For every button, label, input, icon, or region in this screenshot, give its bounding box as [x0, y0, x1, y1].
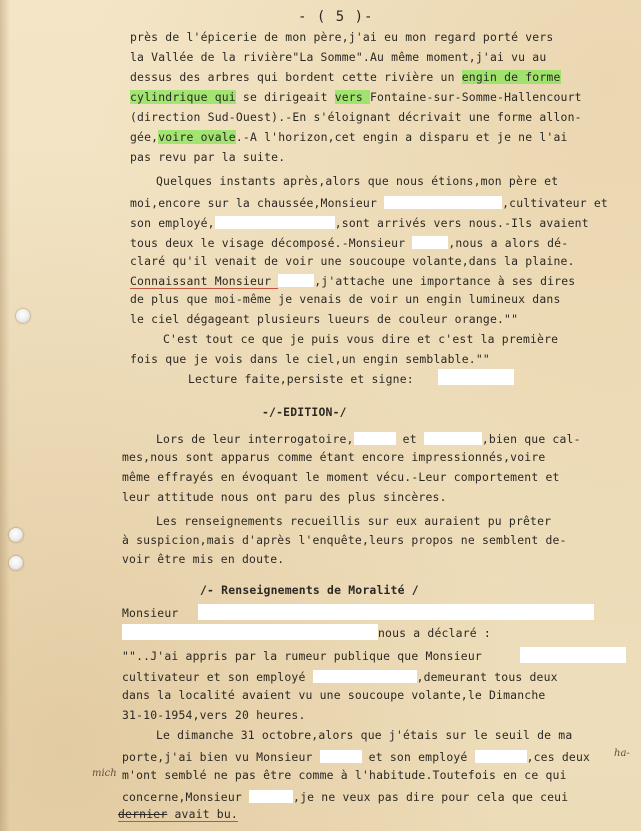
- text-line: le ciel dégageant plusieurs lueurs de couleur orange."": [130, 312, 519, 326]
- redaction-box: [384, 196, 502, 209]
- redaction-box: [278, 274, 314, 287]
- text-line: même effrayés en évoquant le moment vécu.-Leur comportement et: [122, 470, 560, 484]
- punch-hole-bottom: [9, 556, 23, 570]
- text-line: [118, 809, 238, 820]
- text-span: son employé,: [130, 216, 215, 230]
- punch-hole-top: [16, 309, 30, 323]
- text-line: claré qu'il venait de voir une soucoupe volante,dans la plaine.: [130, 254, 575, 268]
- text-line: Lecture faite,persiste et signe:: [188, 372, 414, 386]
- text-span: ,cultivateur et: [502, 196, 608, 210]
- text-line: Monsieur: [122, 606, 179, 620]
- text-span: et: [395, 432, 424, 446]
- signature-redaction: [438, 369, 514, 385]
- section-heading: /- Renseignements de Moralité /: [200, 583, 419, 597]
- redaction-box: [198, 604, 594, 620]
- text-line: nous a déclaré :: [378, 626, 491, 640]
- text-span: ,ces deux: [526, 750, 591, 764]
- text-span: Lors de leur interrogatoire,: [156, 432, 354, 446]
- text-line: (direction Sud-Ouest).-En s'éloignant décrivait une forme allon-: [130, 110, 582, 124]
- redaction-box: [520, 647, 626, 663]
- redaction-box: [354, 432, 396, 445]
- text-span: .-A l'horizon,cet engin a disparu et je ne l'ai: [235, 130, 568, 144]
- text-span: porte,j'ai bien vu Monsieur: [122, 750, 320, 764]
- redaction-box: [215, 216, 335, 229]
- text-line: C'est tout ce que je puis vous dire et c'est la première: [163, 332, 559, 346]
- text-line: Le dimanche 31 octobre,alors que j'étais sur le seuil de ma: [156, 728, 573, 742]
- redaction-box: [122, 624, 378, 640]
- section-heading: -/-EDITION-/: [262, 405, 347, 419]
- text-line: de plus que moi-même je venais de voir un engin lumineux dans: [130, 292, 561, 306]
- underlined-text: Connaissant Monsieur: [130, 274, 279, 288]
- text-line: [130, 216, 589, 229]
- text-line: mes,nous sont apparus comme étant encore impressionnés,voire: [122, 450, 546, 464]
- text-line: dans la localité avaient vu une soucoupe volante,le Dimanche: [122, 688, 546, 702]
- text-span: ,bien que cal-: [481, 432, 581, 446]
- highlighted-text: engin de forme: [461, 70, 561, 84]
- text-line: fois que je vois dans le ciel,un engin semblable."": [130, 352, 490, 366]
- text-span: moi,encore sur la chaussée,Monsieur: [130, 196, 385, 210]
- redaction-box: [249, 790, 293, 803]
- redaction-box: [313, 670, 417, 683]
- text-line: m'ont semblé ne pas être comme à l'habitude.Toutefois en ce qui: [122, 768, 567, 782]
- text-line: ""..J'ai appris par la rumeur publique que Monsieur: [122, 649, 482, 663]
- text-line: [122, 750, 590, 763]
- text-span: tous deux le visage décomposé.-Monsieur: [130, 236, 413, 250]
- text-span: ,je ne veux pas dire pour cela que ceui: [293, 790, 569, 804]
- text-line: Les renseignements recueillis sur eux auraient pu prêter: [156, 514, 552, 528]
- underlined-text: dernier: [118, 807, 168, 821]
- text-line: 31-10-1954,vers 20 heures.: [122, 708, 306, 722]
- text-line: [156, 432, 581, 445]
- text-line: près de l'épicerie de mon père,j'ai eu mon regard porté vers: [130, 30, 554, 44]
- text-line: [130, 72, 561, 83]
- text-span: cultivateur et son employé: [122, 670, 313, 684]
- text-span: ,nous a alors dé-: [448, 236, 569, 250]
- text-line: leur attitude nous ont paru des plus sincères.: [122, 490, 447, 504]
- text-span: concerne,Monsieur: [122, 790, 250, 804]
- text-line: [130, 132, 568, 143]
- text-span: Fontaine-sur-Somme-Hallencourt: [369, 90, 582, 104]
- text-line: pas revu par la suite.: [130, 150, 286, 164]
- text-span: ,j'attache une importance à ses dires: [314, 274, 576, 288]
- punch-hole-middle: [9, 528, 23, 542]
- highlighted-text: cylindrique qui: [130, 90, 236, 104]
- text-line: la Vallée de la rivière"La Somme".Au même moment,j'ai vu au: [130, 50, 547, 64]
- text-line: [130, 236, 568, 249]
- text-span: et son employé: [361, 750, 475, 764]
- text-line: à suspicion,mais d'après l'enquête,leurs propos ne semblent de-: [122, 533, 567, 547]
- handwritten-note-right: ha-: [614, 748, 630, 759]
- text-span: se dirigeait: [235, 90, 335, 104]
- highlighted-text: voire ovale: [158, 130, 236, 144]
- text-line: Quelques instants après,alors que nous étions,mon père et: [156, 174, 559, 188]
- handwritten-note-left: mich: [92, 768, 117, 779]
- text-line: [122, 790, 568, 803]
- text-line: [122, 670, 558, 683]
- redaction-box: [320, 750, 362, 763]
- redaction-box: [412, 236, 448, 249]
- underlined-text: avait bu.: [167, 807, 238, 821]
- text-line: voir être mis en doute.: [122, 552, 285, 566]
- redaction-box: [424, 432, 482, 445]
- redaction-box: [475, 750, 527, 763]
- highlighted-text: vers: [334, 90, 370, 104]
- text-span: ,sont arrivés vers nous.-Ils avaient: [334, 216, 589, 230]
- page-number: - ( 5 )-: [298, 9, 374, 25]
- text-span: gée,: [130, 130, 159, 144]
- text-line: [130, 196, 608, 209]
- text-line: [130, 92, 582, 103]
- page-edge-shadow: [0, 0, 10, 831]
- text-span: ,demeurant tous deux: [416, 670, 558, 684]
- text-line: [130, 274, 575, 287]
- text-span: dessus des arbres qui bordent cette rivière un: [130, 70, 462, 84]
